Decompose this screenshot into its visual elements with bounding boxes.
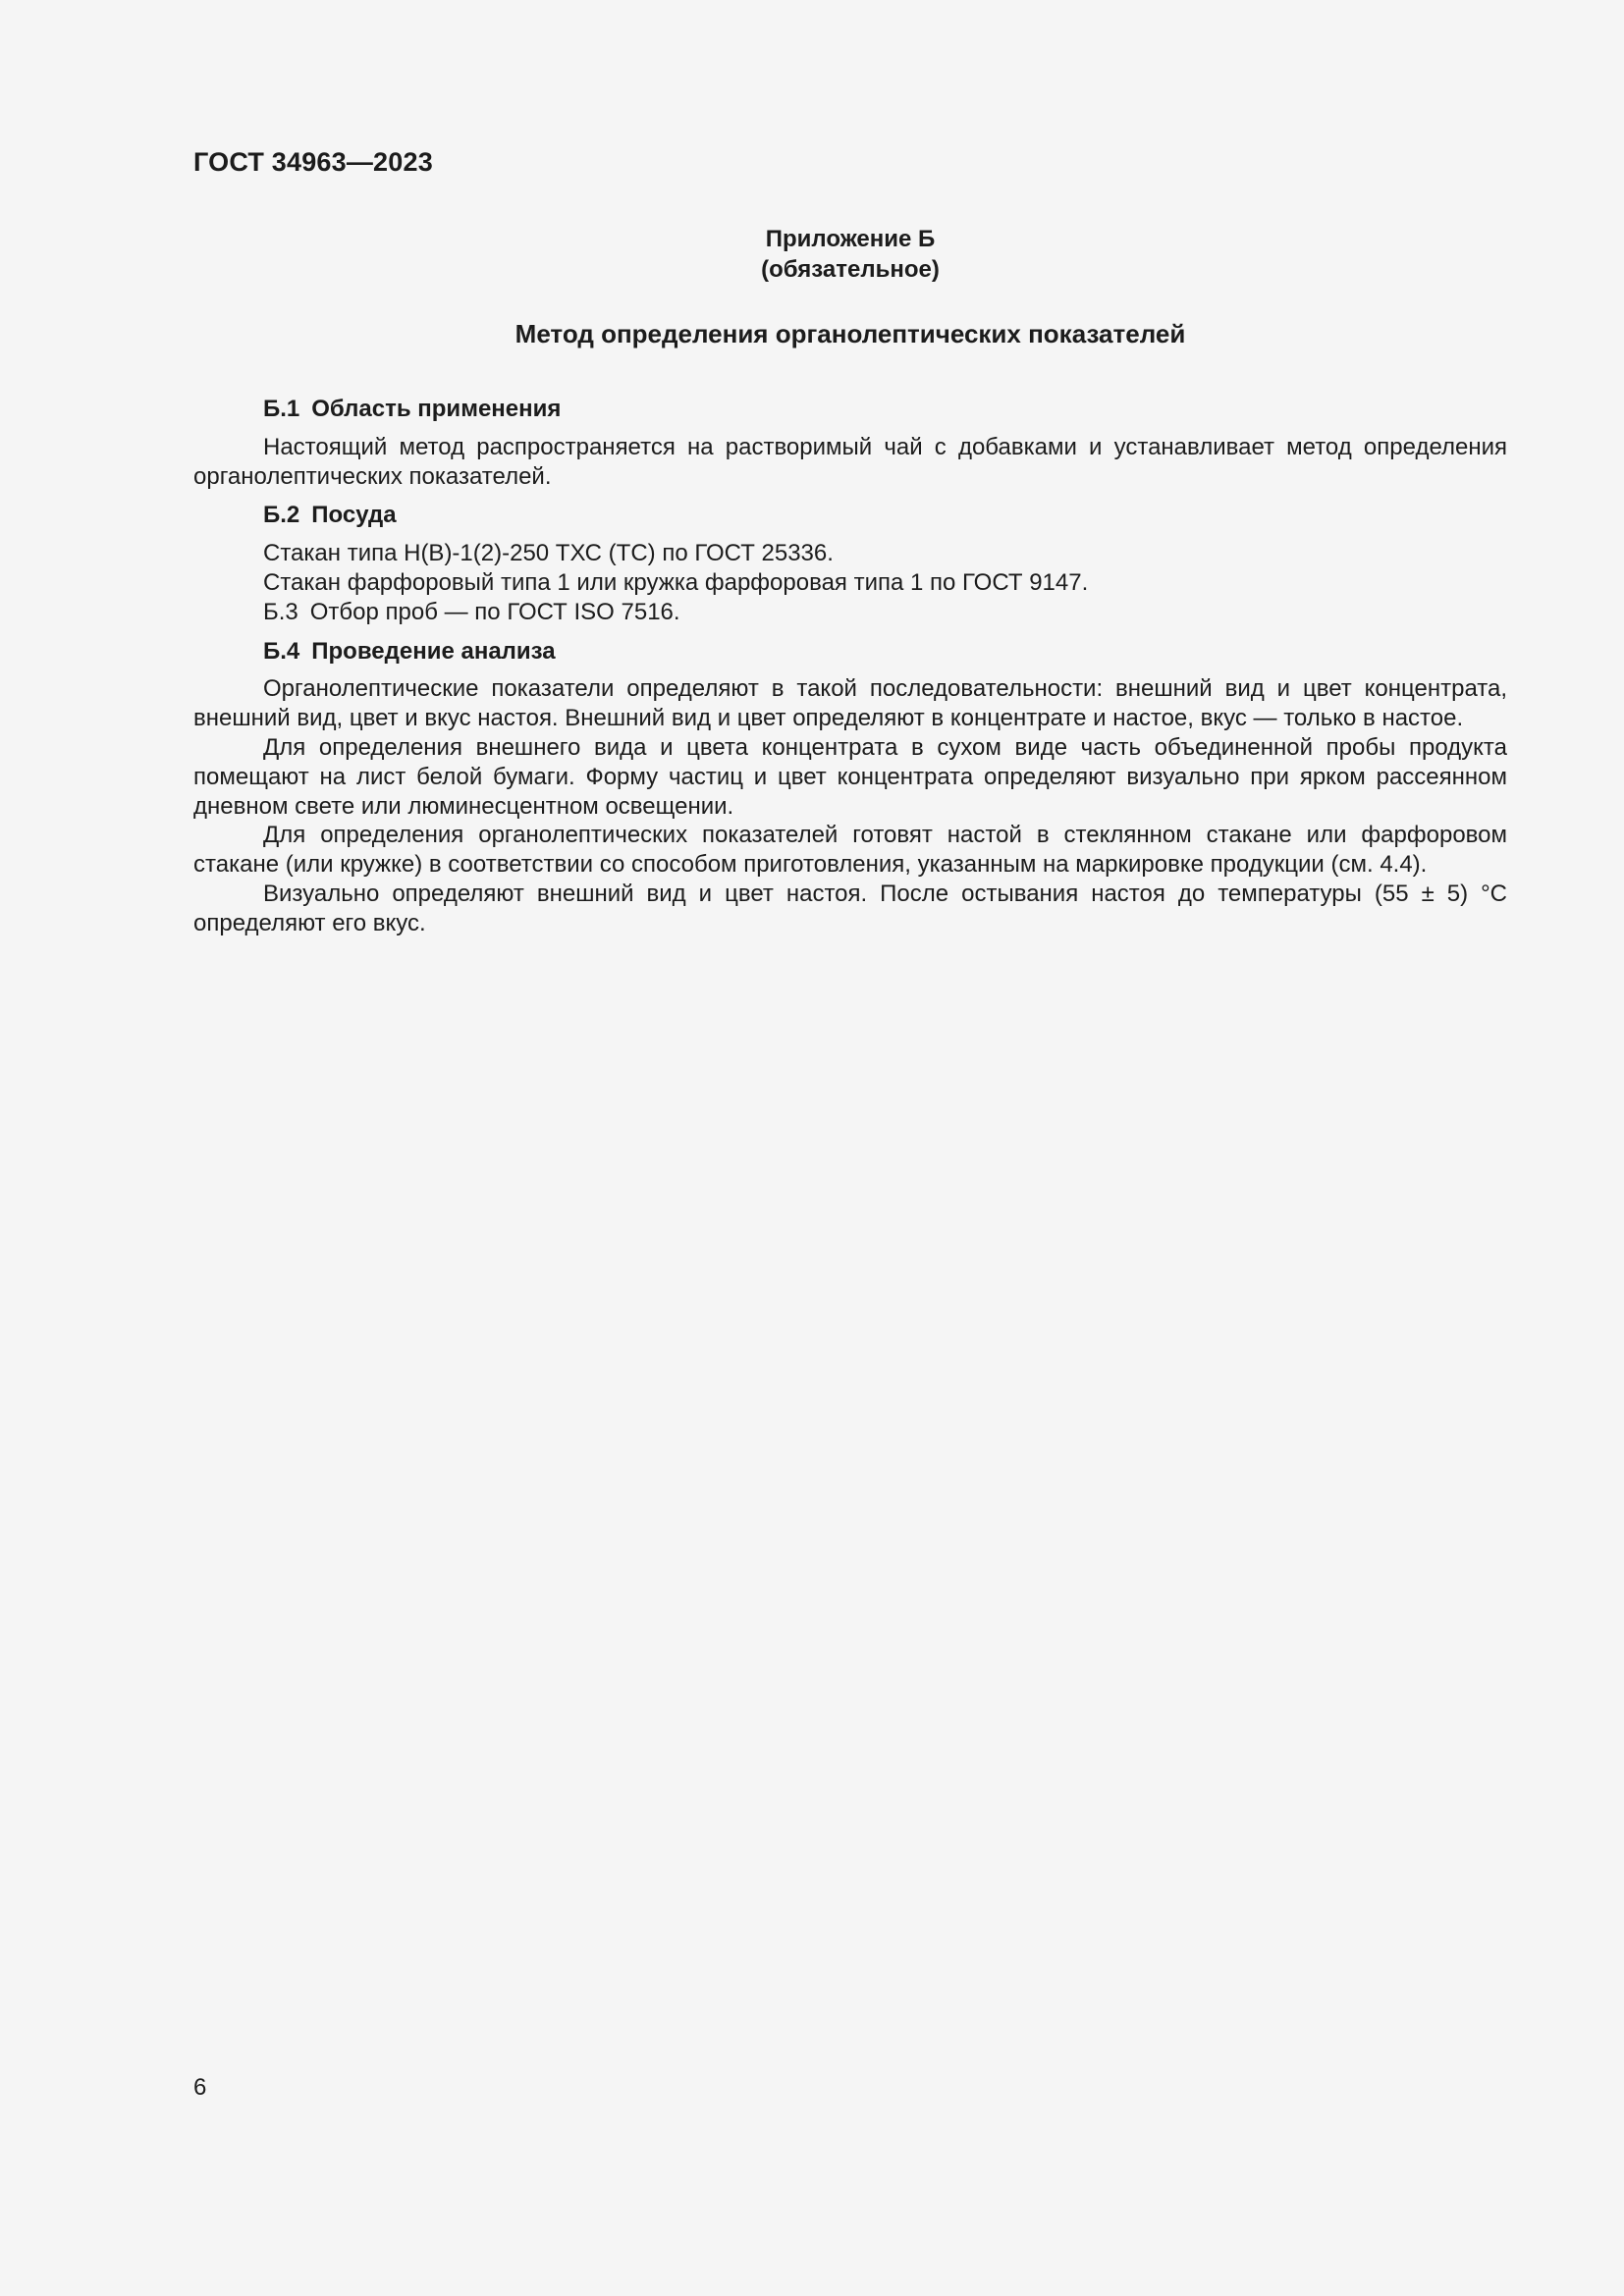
document-body bbox=[193, 395, 1507, 938]
page-number: 6 bbox=[193, 2074, 207, 2101]
section-b4-paragraph-3: Для определения органолептических показателей готовят настой в стеклянном стакане или фарфоровом стакане (или кружке) в соответствии со способом приготовления, указанным на маркировке продукции (см. 4.4). bbox=[193, 822, 1507, 879]
section-b4-paragraph-2: Для определения внешнего вида и цвета концентрата в сухом виде часть объединенной пробы продукта помещают на лист белой бумаги. Форму частиц и цвет концентрата определяют визуально при ярком рассеянном дневном свете или люминесцентном освещении. bbox=[193, 733, 1507, 820]
section-b1-text: Настоящий метод распространяется на растворимый чай с добавками и устанавливает метод определения органолептических показателей. bbox=[193, 433, 1507, 490]
section-b2-line-1: Стакан типа Н(В)-1(2)-250 ТХС (ТС) по ГОСТ 25336. bbox=[263, 540, 834, 567]
section-b3-text: Отбор проб — по ГОСТ ISO 7516. bbox=[309, 598, 680, 625]
section-b4-number: Б.4 bbox=[263, 637, 300, 665]
section-b4-paragraph-1: Органолептические показатели определяют в такой последовательности: внешний вид и цвет концентрата, внешний вид, цвет и вкус настоя. Внешний вид и цвет определяют в концентрате и настое, вкус — только в настое. bbox=[193, 675, 1507, 732]
section-b4-title: Проведение анализа bbox=[311, 637, 556, 665]
section-b2-title: Посуда bbox=[311, 502, 397, 529]
section-b1-title: Область применения bbox=[311, 396, 562, 422]
section-b2-line-2: Стакан фарфоровый типа 1 или кружка фарфоровая типа 1 по ГОСТ 9147. bbox=[263, 568, 1089, 596]
section-b3-line bbox=[193, 598, 1507, 627]
section-b1-number: Б.1 bbox=[263, 396, 300, 422]
section-b3-number: Б.3 bbox=[263, 598, 298, 625]
appendix-status: (обязательное) bbox=[761, 256, 940, 283]
document-code: ГОСТ 34963—2023 bbox=[193, 147, 433, 177]
section-b2-number: Б.2 bbox=[263, 502, 300, 529]
method-title: Метод определения органолептических показателей bbox=[514, 319, 1186, 348]
section-b4-heading bbox=[193, 637, 1507, 667]
appendix-title: Приложение Б bbox=[765, 226, 936, 252]
section-b2-heading bbox=[193, 501, 1507, 530]
section-b4-paragraph-4: Визуально определяют внешний вид и цвет настоя. После остывания настоя до температуры (55 ± 5) °С определяют его вкус. bbox=[193, 880, 1507, 936]
section-b1-heading bbox=[193, 395, 1507, 424]
